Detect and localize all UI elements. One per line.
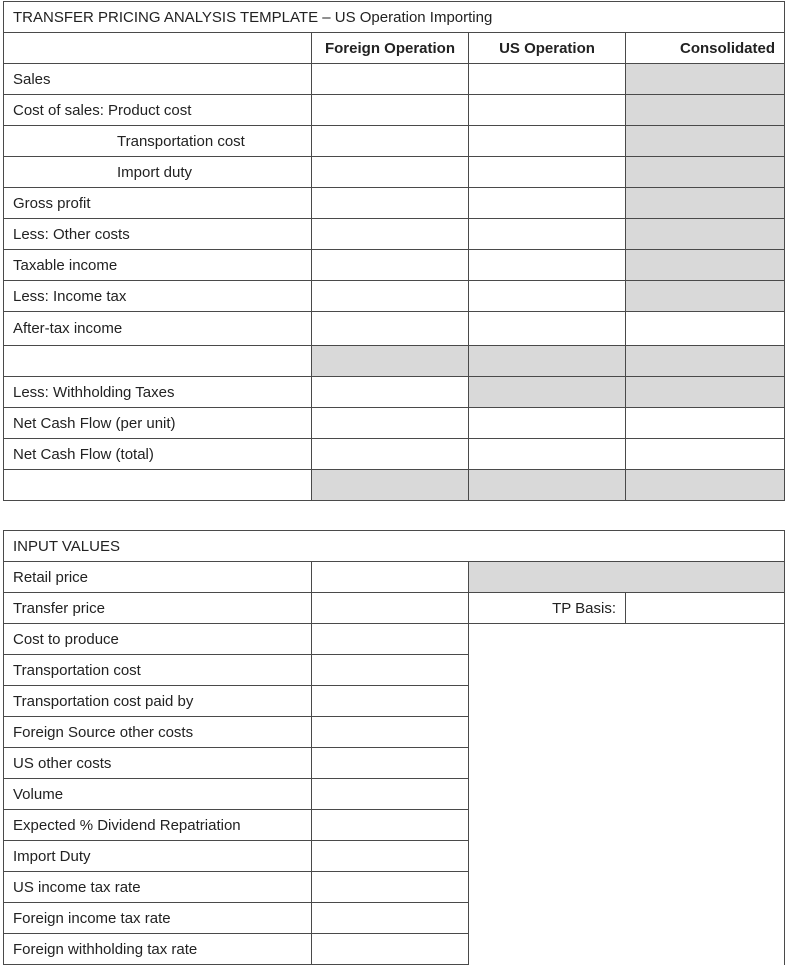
cell-foreign[interactable] [312, 346, 469, 377]
cell-consolidated[interactable] [626, 470, 785, 501]
input-value-cell[interactable] [312, 872, 469, 903]
input-value-cell[interactable] [312, 655, 469, 686]
input-label: US income tax rate [4, 872, 312, 903]
cell-us[interactable] [469, 281, 626, 312]
table-row [4, 408, 785, 439]
cell-consolidated[interactable] [626, 126, 785, 157]
col-header-consolidated: Consolidated [626, 33, 785, 64]
cell-us[interactable] [469, 95, 626, 126]
cell-foreign[interactable] [312, 281, 469, 312]
input-value-cell[interactable] [312, 593, 469, 624]
cell-us[interactable] [469, 126, 626, 157]
input-label: Foreign withholding tax rate [4, 934, 312, 965]
input-value-cell[interactable] [312, 841, 469, 872]
row-label: Less: Income tax [4, 281, 312, 312]
cell-us[interactable] [469, 470, 626, 501]
cell-foreign[interactable] [312, 219, 469, 250]
cell-us[interactable] [469, 188, 626, 219]
cell-consolidated[interactable] [626, 250, 785, 281]
row-label: Transportation cost [4, 126, 312, 157]
tp-basis-label: TP Basis: [469, 593, 626, 624]
cell-foreign[interactable] [312, 64, 469, 95]
cell-foreign[interactable] [312, 188, 469, 219]
cell-foreign[interactable] [312, 95, 469, 126]
cell-us[interactable] [469, 312, 626, 346]
input-row [4, 624, 785, 655]
tp-basis-value-cell[interactable] [626, 593, 785, 624]
cell-consolidated[interactable] [626, 281, 785, 312]
input-row [4, 562, 785, 593]
table-row [4, 126, 785, 157]
cell-us[interactable] [469, 377, 626, 408]
input-label: Transportation cost [4, 655, 312, 686]
col-header-foreign: Foreign Operation [312, 33, 469, 64]
input-label: US other costs [4, 748, 312, 779]
cell-us[interactable] [469, 219, 626, 250]
cell-us[interactable] [469, 408, 626, 439]
cell-consolidated[interactable] [626, 64, 785, 95]
input-value-cell[interactable] [312, 624, 469, 655]
input-value-cell[interactable] [312, 717, 469, 748]
input-values-table [3, 530, 785, 965]
cell-consolidated[interactable] [626, 408, 785, 439]
cell-consolidated[interactable] [626, 439, 785, 470]
row-label [4, 470, 312, 501]
input-label: Retail price [4, 562, 312, 593]
cell-consolidated[interactable] [626, 312, 785, 346]
row-label: Import duty [4, 157, 312, 188]
row-label: Taxable income [4, 250, 312, 281]
cell-foreign[interactable] [312, 312, 469, 346]
title-row [4, 2, 785, 33]
input-value-cell[interactable] [312, 779, 469, 810]
input-value-cell[interactable] [312, 748, 469, 779]
row-label: Gross profit [4, 188, 312, 219]
table-row [4, 439, 785, 470]
input-row [4, 593, 785, 624]
table-title: TRANSFER PRICING ANALYSIS TEMPLATE – US Operation Importing [4, 2, 785, 33]
row-label: Cost of sales: Product cost [4, 95, 312, 126]
cell-foreign[interactable] [312, 126, 469, 157]
table-row [4, 346, 785, 377]
cell-foreign[interactable] [312, 250, 469, 281]
table-row [4, 64, 785, 95]
cell-consolidated[interactable] [626, 188, 785, 219]
input-label: Expected % Dividend Repatriation [4, 810, 312, 841]
row-label: Net Cash Flow (per unit) [4, 408, 312, 439]
cell-consolidated[interactable] [626, 346, 785, 377]
row-label: Net Cash Flow (total) [4, 439, 312, 470]
cell-consolidated[interactable] [626, 157, 785, 188]
transfer-pricing-table [3, 1, 785, 501]
input-label: Foreign income tax rate [4, 903, 312, 934]
table-row [4, 157, 785, 188]
cell-foreign[interactable] [312, 408, 469, 439]
col-header-us: US Operation [469, 33, 626, 64]
input-table-title: INPUT VALUES [4, 531, 785, 562]
cell-us[interactable] [469, 157, 626, 188]
cell-us[interactable] [469, 64, 626, 95]
row-label [4, 346, 312, 377]
header-blank [4, 33, 312, 64]
title-row [4, 531, 785, 562]
empty-area [469, 624, 785, 965]
row-label: Less: Withholding Taxes [4, 377, 312, 408]
table-row [4, 470, 785, 501]
cell-foreign[interactable] [312, 470, 469, 501]
table-row [4, 95, 785, 126]
cell-us[interactable] [469, 346, 626, 377]
input-label: Import Duty [4, 841, 312, 872]
table-row [4, 250, 785, 281]
table-row [4, 377, 785, 408]
input-label: Volume [4, 779, 312, 810]
shaded-cell [469, 562, 785, 593]
table-row [4, 188, 785, 219]
cell-foreign[interactable] [312, 157, 469, 188]
input-value-cell[interactable] [312, 934, 469, 965]
input-value-cell[interactable] [312, 903, 469, 934]
input-value-cell[interactable] [312, 562, 469, 593]
cell-foreign[interactable] [312, 377, 469, 408]
cell-consolidated[interactable] [626, 219, 785, 250]
cell-us[interactable] [469, 439, 626, 470]
row-label: After-tax income [4, 312, 312, 346]
input-label: Foreign Source other costs [4, 717, 312, 748]
cell-consolidated[interactable] [626, 95, 785, 126]
input-value-cell[interactable] [312, 810, 469, 841]
input-label: Cost to produce [4, 624, 312, 655]
row-label: Sales [4, 64, 312, 95]
table-row [4, 219, 785, 250]
input-value-cell[interactable] [312, 686, 469, 717]
table-row [4, 312, 785, 346]
header-row [4, 33, 785, 64]
row-label: Less: Other costs [4, 219, 312, 250]
input-label: Transportation cost paid by [4, 686, 312, 717]
cell-foreign[interactable] [312, 439, 469, 470]
cell-consolidated[interactable] [626, 377, 785, 408]
table-row [4, 281, 785, 312]
cell-us[interactable] [469, 250, 626, 281]
input-label: Transfer price [4, 593, 312, 624]
